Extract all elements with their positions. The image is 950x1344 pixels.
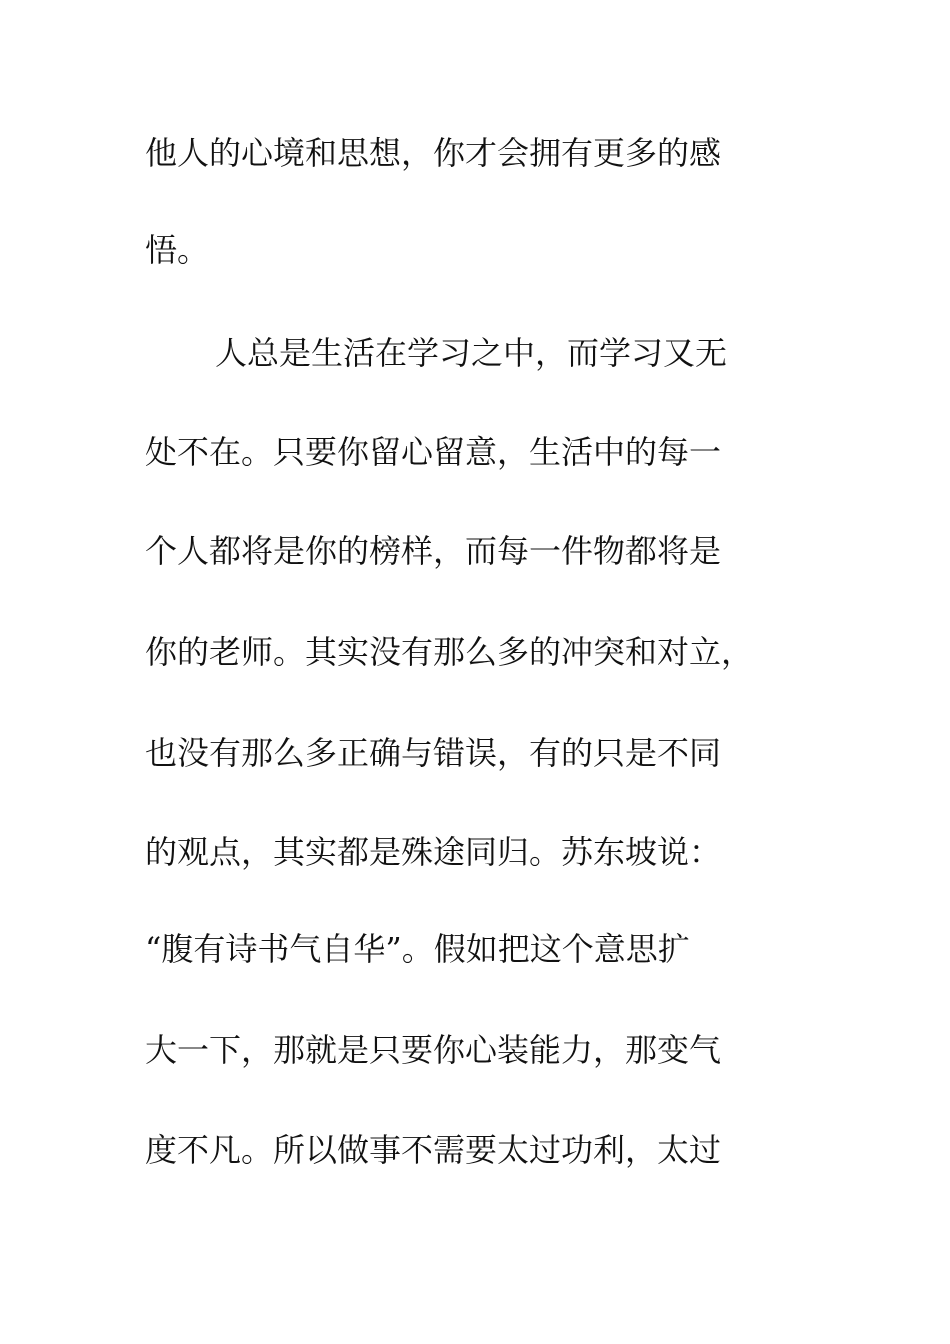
text-line-6: 你的老师。其实没有那么多的冲突和对立， xyxy=(145,633,754,671)
text-line-5: 个人都将是你的榜样，而每一件物都将是 xyxy=(145,532,722,570)
text-line-2: 悟。 xyxy=(145,231,210,269)
text-line-9: “腹有诗书气自华”。假如把这个意思扩 xyxy=(145,930,690,968)
text-line-4: 处不在。只要你留心留意，生活中的每一 xyxy=(145,433,722,471)
paragraph-start-line: 人总是生活在学习之中，而学习又无 xyxy=(215,334,728,372)
text-line-7: 也没有那么多正确与错误，有的只是不同 xyxy=(145,734,722,772)
text-line-8: 的观点，其实都是殊途同归。苏东坡说： xyxy=(145,833,722,871)
text-line-10: 大一下，那就是只要你心装能力，那变气 xyxy=(145,1031,722,1069)
text-line-1: 他人的心境和思想，你才会拥有更多的感 xyxy=(145,134,722,172)
text-line-11: 度不凡。所以做事不需要太过功利，太过 xyxy=(145,1131,722,1169)
